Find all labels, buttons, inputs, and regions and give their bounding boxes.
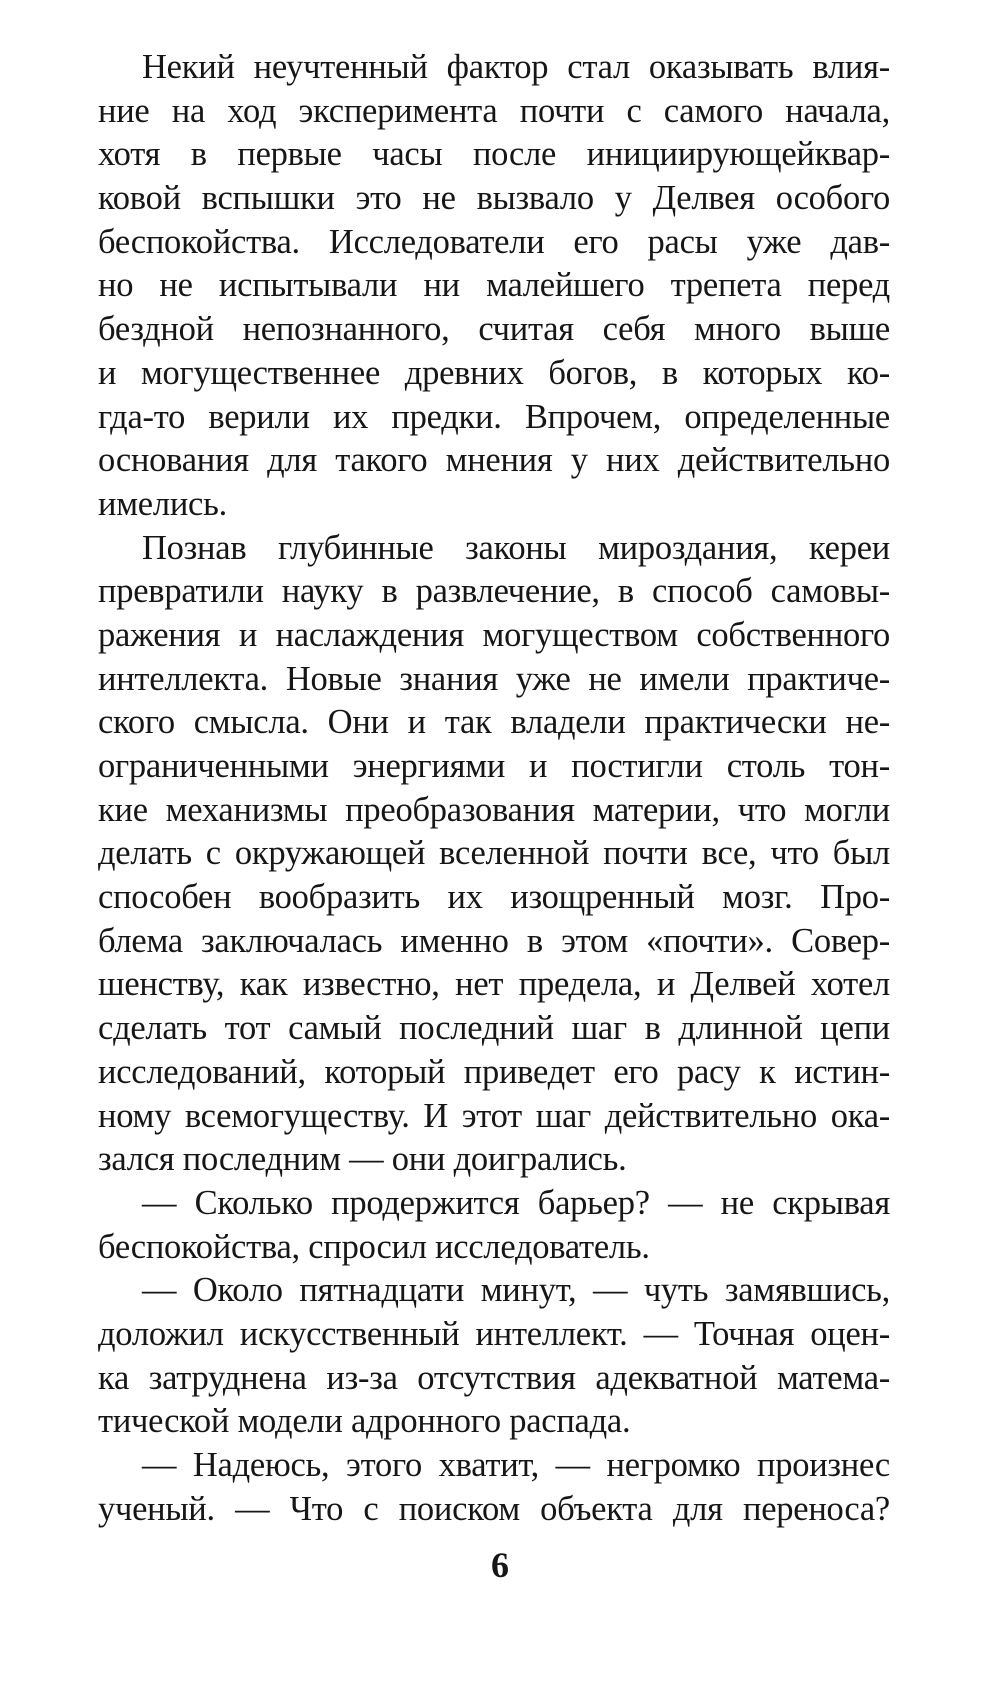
body-text [98, 46, 890, 1531]
text-line: но не испытывали ни малейшего трепета перед [98, 266, 890, 305]
text-line: ограниченными энергиями и постигли столь тон- [98, 747, 890, 785]
text-line: — Надеюсь, этого хватит, — негромко произнес [142, 1446, 890, 1484]
text-line: делать с окружающей вселенной почти все, что был [98, 834, 890, 873]
text-line: и могущественнее древних богов, в которых ко- [98, 353, 890, 392]
text-line: ному всемогуществу. И этот шаг действительно ока- [98, 1096, 890, 1135]
text-line: ского смысла. Они и так владели практически не- [98, 703, 890, 742]
text-line: беспокойства, спросил исследователь. [98, 1227, 650, 1266]
text-line: беспокойства. Исследователи его расы уже дав- [98, 222, 890, 261]
text-line: Некий неучтенный фактор стал оказывать влия- [142, 48, 890, 86]
text-line: ковой вспышки это не вызвало у Делвея особого [98, 179, 890, 218]
text-line: ка затруднена из-за отсутствия адекватной матема- [98, 1358, 890, 1397]
text-line: — Около пятнадцати минут, — чуть замявшись, [142, 1271, 890, 1310]
page-number: 6 [491, 1545, 509, 1585]
text-line: сделать тот самый последний шаг в длинной цепи [98, 1009, 890, 1048]
text-line: ние на ход эксперимента почти с самого начала, [98, 91, 890, 130]
text-line: доложил искусственный интеллект. — Точная оцен- [98, 1314, 890, 1353]
text-line: — Сколько продержится барьер? — не скрывая [142, 1183, 890, 1222]
text-line: интеллекта. Новые знания уже не имели практиче- [98, 659, 890, 698]
text-line: превратили науку в развлечение, в способ самовы- [98, 572, 890, 611]
text-line: имелись. [98, 484, 227, 523]
text-line: гда-то верили их предки. Впрочем, определенные [98, 397, 890, 436]
text-line: хотя в первые часы после инициирующейквар- [98, 135, 890, 174]
text-line: ученый. — Что с поиском объекта для переноса? [98, 1489, 890, 1528]
text-line: Познав глубинные законы мироздания, кереи [142, 528, 890, 567]
text-line: способен вообразить их изощренный мозг. Про- [98, 878, 890, 917]
text-line: тической модели адронного распада. [98, 1402, 631, 1441]
text-line: ражения и наслаждения могуществом собственного [98, 615, 890, 654]
text-line: блема заключалась именно в этом «почти». Совер- [98, 921, 890, 960]
text-line: исследований, который приведет его расу к истин- [98, 1052, 890, 1091]
text-line: шенству, как известно, нет предела, и Делвей хотел [98, 965, 890, 1004]
text-line: основания для такого мнения у них действительно [98, 441, 890, 480]
text-line: бездной непознанного, считая себя много выше [98, 310, 890, 349]
text-line: кие механизмы преобразования материи, что могли [98, 790, 890, 829]
text-line: зался последним — они доигрались. [98, 1140, 627, 1179]
